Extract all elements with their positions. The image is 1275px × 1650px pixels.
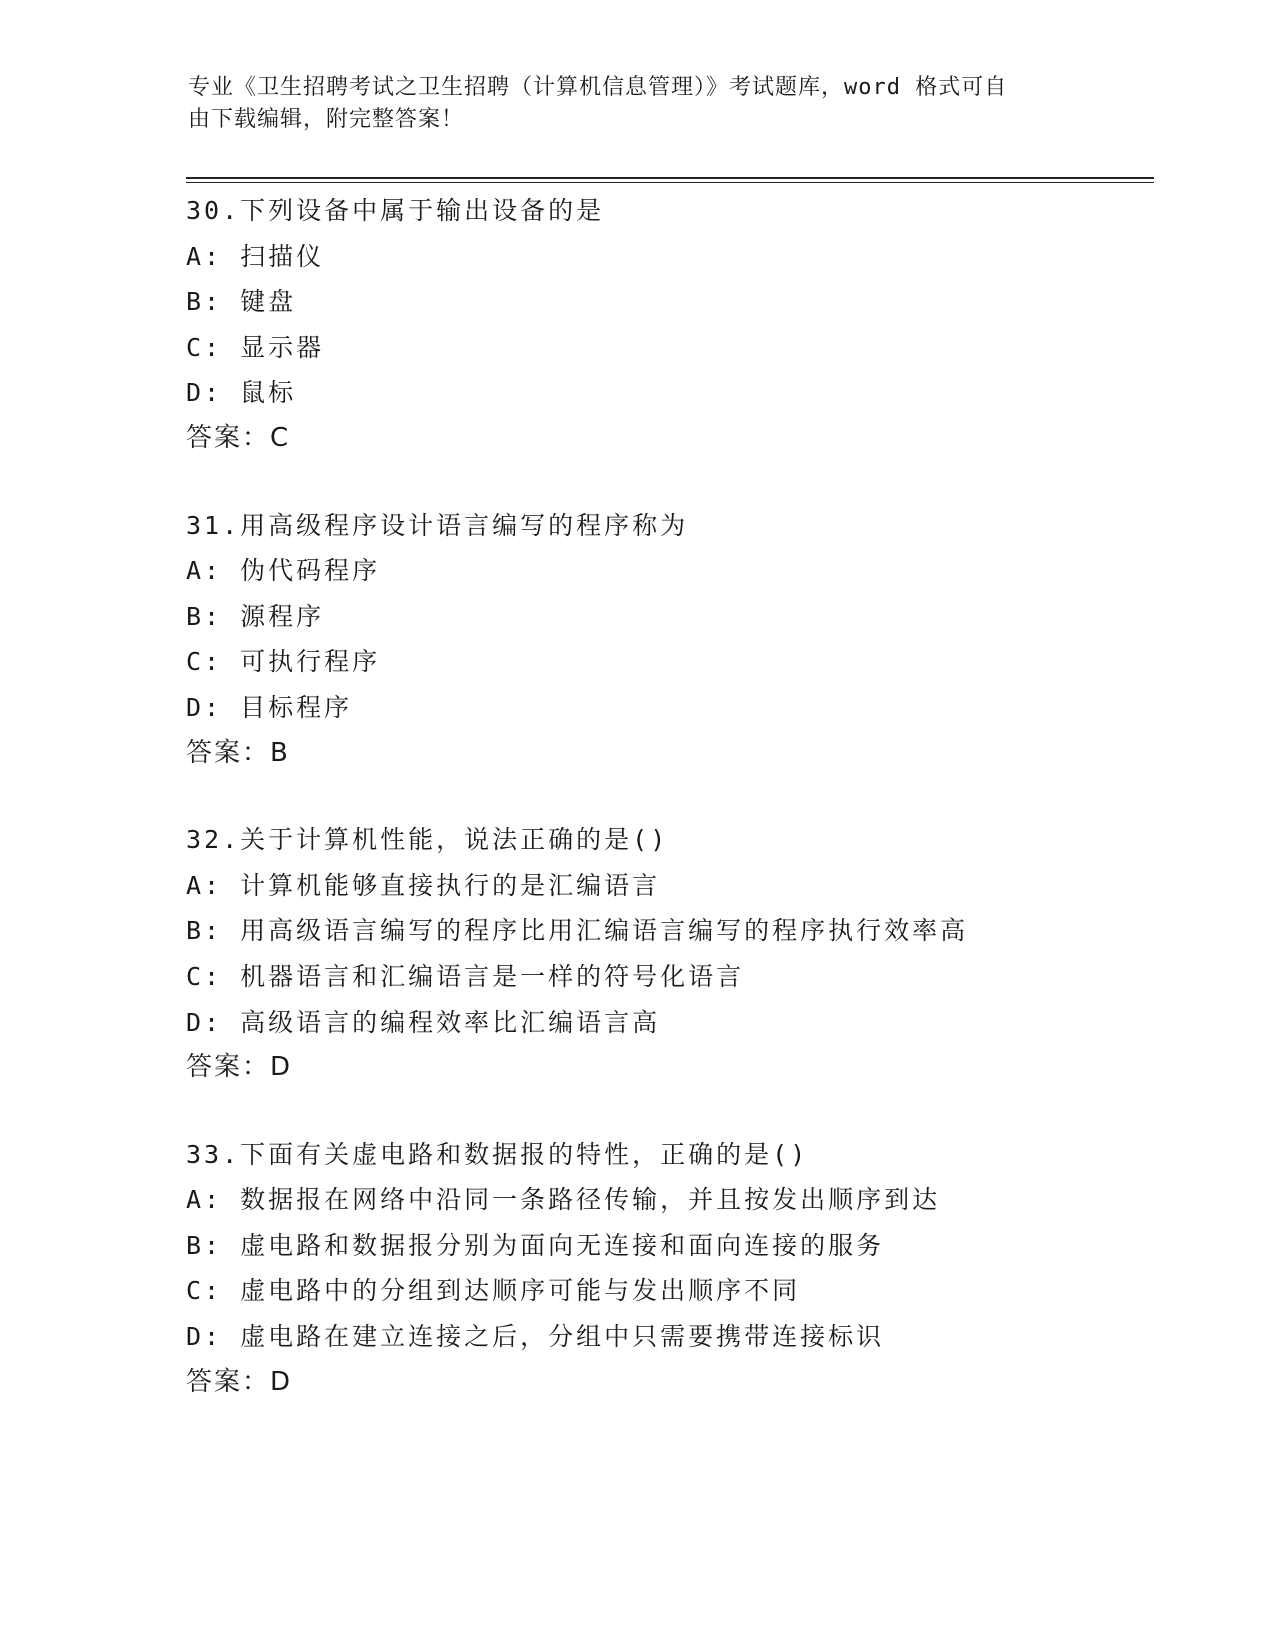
option-a: A: 数据报在网络中沿同一条路径传输，并且按发出顺序到达: [186, 1185, 941, 1215]
header-divider-thin: [186, 182, 1154, 183]
answer-label: 答案：C: [186, 422, 291, 453]
option-b: B: 用高级语言编写的程序比用汇编语言编写的程序执行效率高: [186, 916, 969, 946]
question-list: [186, 188, 1146, 1446]
question-30: [186, 188, 1146, 462]
option-d: D: 鼠标: [186, 378, 297, 408]
option-d: D: 高级语言的编程效率比汇编语言高: [186, 1007, 661, 1037]
header-divider-thick: [186, 177, 1154, 179]
header-line-2: 由下载编辑，附完整答案！: [188, 107, 465, 132]
answer-label: 答案：D: [186, 1366, 293, 1397]
option-b: B: 源程序: [186, 601, 325, 631]
question-32: [186, 817, 1146, 1091]
option-a: A: 扫描仪: [186, 241, 325, 271]
answer-label: 答案：D: [186, 1052, 293, 1083]
option-c: C: 可执行程序: [186, 647, 381, 677]
question-stem: 31.用高级程序设计语言编写的程序称为: [186, 510, 689, 540]
option-c: C: 虚电路中的分组到达顺序可能与发出顺序不同: [186, 1276, 801, 1306]
header-line-1: 专业《卫生招聘考试之卫生招聘（计算机信息管理）》考试题库，word 格式可自: [188, 75, 1008, 100]
option-a: A: 计算机能够直接执行的是汇编语言: [186, 870, 661, 900]
question-stem: 33.下面有关虚电路和数据报的特性，正确的是(): [186, 1139, 809, 1169]
question-31: [186, 503, 1146, 777]
option-b: B: 虚电路和数据报分别为面向无连接和面向连接的服务: [186, 1230, 885, 1260]
question-stem: 30.下列设备中属于输出设备的是: [186, 196, 605, 225]
option-d: D: 目标程序: [186, 692, 353, 722]
question-33: [186, 1132, 1146, 1406]
question-stem: 32.关于计算机性能，说法正确的是(): [186, 825, 669, 855]
answer-label: 答案：B: [186, 737, 290, 768]
option-a: A: 伪代码程序: [186, 556, 381, 586]
option-b: B: 键盘: [186, 287, 297, 317]
option-c: C: 显示器: [186, 332, 325, 362]
option-c: C: 机器语言和汇编语言是一样的符号化语言: [186, 961, 745, 991]
option-d: D: 虚电路在建立连接之后，分组中只需要携带连接标识: [186, 1322, 885, 1352]
document-header: [188, 72, 1068, 136]
